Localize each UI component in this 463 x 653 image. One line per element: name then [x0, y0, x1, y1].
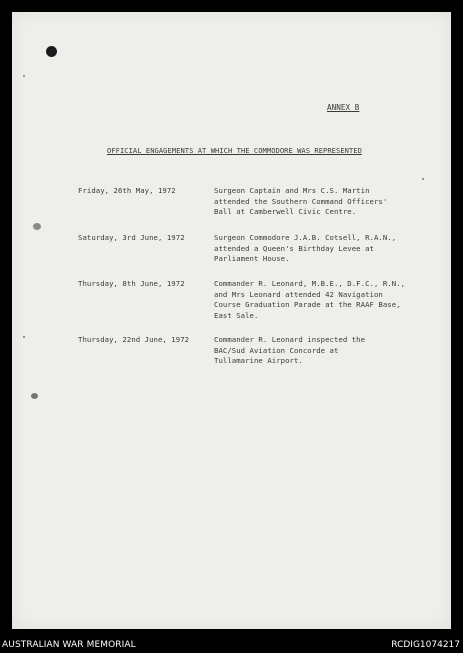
punch-hole-top: [46, 46, 57, 57]
engagement-description: Surgeon Commodore J.A.B. Cotsell, R.A.N., attended a Queen's Birthday Levee at Parliament House.: [214, 233, 397, 264]
page-heading: OFFICIAL ENGAGEMENTS AT WHICH THE COMMODORE WAS REPRESENTED: [107, 146, 362, 155]
paper-speck: [23, 75, 25, 77]
document-page: [12, 12, 451, 629]
record-id: RCDIG1074217: [391, 640, 460, 650]
engagement-date: Saturday, 3rd June, 1972: [78, 233, 185, 242]
institution-name: AUSTRALIAN WAR MEMORIAL: [2, 640, 136, 650]
engagement-date: Thursday, 22nd June, 1972: [78, 335, 190, 344]
engagement-date: Thursday, 8th June, 1972: [78, 279, 185, 288]
paper-speck: [23, 336, 25, 338]
engagement-description: Surgeon Captain and Mrs C.S. Martin attended the Southern Command Officers' Ball at Camberwell Civic Centre.: [214, 186, 388, 217]
annex-label: ANNEX B: [327, 103, 360, 112]
engagement-date: Friday, 26th May, 1972: [78, 186, 176, 195]
paper-speck: [422, 178, 424, 180]
engagement-description: Commander R. Leonard inspected the BAC/Sud Aviation Concorde at Tullamarine Airport.: [214, 335, 366, 366]
punch-hole-middle: [33, 223, 41, 230]
engagement-description: Commander R. Leonard, M.B.E., D.F.C., R.N., and Mrs Leonard attended 42 Navigation Course Graduation Parade at the RAAF Base, East Sale.: [214, 279, 406, 320]
archive-footer: [0, 637, 463, 653]
punch-hole-bottom: [31, 393, 38, 399]
